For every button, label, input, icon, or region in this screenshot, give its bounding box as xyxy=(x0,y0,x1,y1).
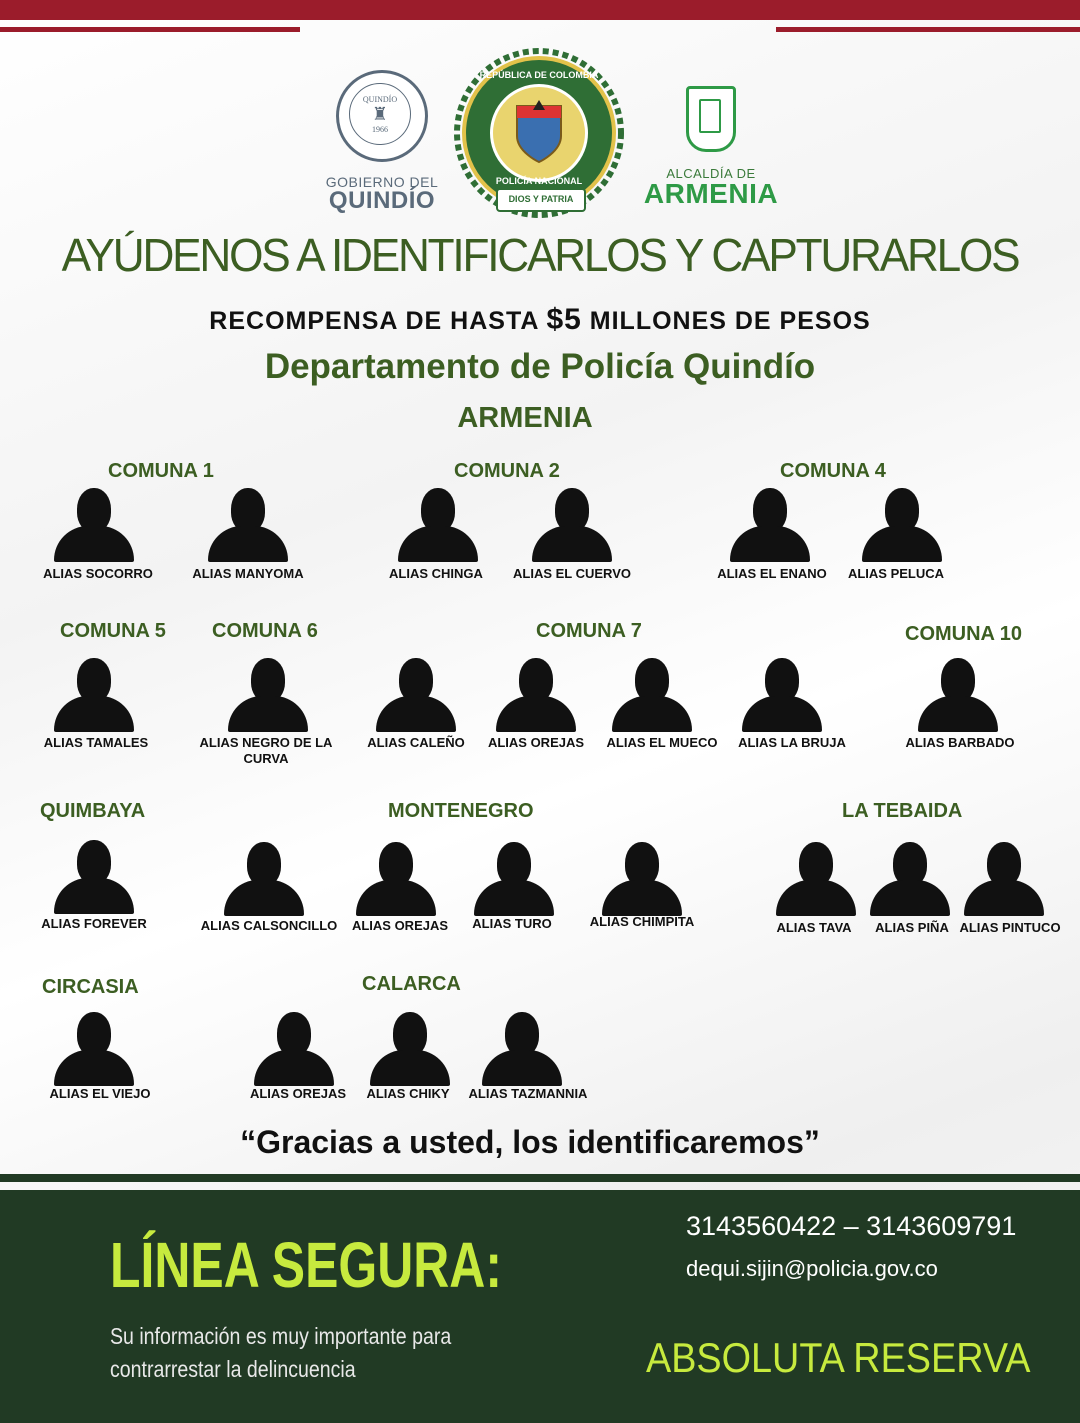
suspect-silhouette-icon xyxy=(474,842,554,916)
reward-suffix: MILLONES DE PESOS xyxy=(581,307,871,335)
alias-label: ALIAS CALEÑO xyxy=(367,735,465,750)
reward-prefix: RECOMPENSA DE HASTA xyxy=(209,307,547,335)
city-title: ARMENIA xyxy=(457,402,593,434)
info-text xyxy=(110,1320,451,1386)
alias-label: ALIAS CHIMPITA xyxy=(589,914,695,929)
headline: AYÚDENOS A IDENTIFICARLOS Y CAPTURARLOS xyxy=(61,229,1019,281)
suspect-silhouette-icon xyxy=(862,488,942,562)
alias-label: ALIAS SOCORRO xyxy=(43,566,153,581)
alias-label: ALIAS CHINGA xyxy=(389,566,483,581)
suspect-silhouette-icon xyxy=(730,488,810,562)
linea-segura-title: LÍNEA SEGURA: xyxy=(110,1229,502,1301)
alias-label: ALIAS MANYOMA xyxy=(192,566,304,581)
suspect-silhouette-icon xyxy=(870,842,950,916)
alias-label: ALIAS LA BRUJA xyxy=(738,735,846,750)
suspect-silhouette-icon xyxy=(356,842,436,916)
group-comuna-2: COMUNA 2 xyxy=(454,460,560,482)
suspect-silhouette-icon xyxy=(54,658,134,732)
alias-label: ALIAS OREJAS xyxy=(249,1086,347,1101)
info-line-1: Su información es muy importante para xyxy=(110,1323,452,1349)
group-comuna-5: COMUNA 5 xyxy=(60,620,166,642)
reward-amount: $5 xyxy=(546,303,582,336)
policia-nacional-logo xyxy=(454,48,624,218)
suspect-silhouette-icon xyxy=(376,658,456,732)
gobierno-quindio-logo xyxy=(322,70,442,220)
department-title: Departamento de Policía Quindío xyxy=(264,347,816,386)
alias-label: ALIAS EL MUECO xyxy=(606,735,718,750)
absoluta-reserva: ABSOLUTA RESERVA xyxy=(646,1334,1031,1381)
info-line-2: contrarrestar la delincuencia xyxy=(110,1356,356,1382)
top-right-line xyxy=(776,27,1080,32)
suspect-silhouette-icon xyxy=(54,488,134,562)
phone-numbers[interactable]: 3143560422 – 3143609791 xyxy=(686,1211,1017,1241)
group-la-tebaida: LA TEBAIDA xyxy=(842,800,963,822)
suspect-silhouette-icon xyxy=(54,1012,134,1086)
suspect-silhouette-icon xyxy=(918,658,998,732)
armenia-shield-icon xyxy=(686,86,736,152)
alias-label: ALIAS BARBADO xyxy=(905,735,1015,750)
alias-label: ALIAS FOREVER xyxy=(41,916,147,931)
coat-of-arms-icon xyxy=(490,84,588,182)
suspect-silhouette-icon xyxy=(254,1012,334,1086)
alcaldia-armenia-logo xyxy=(636,86,786,216)
suspect-silhouette-icon xyxy=(228,658,308,732)
suspect-silhouette-icon xyxy=(208,488,288,562)
suspect-silhouette-icon xyxy=(532,488,612,562)
alias-label: ALIAS TURO xyxy=(472,916,552,931)
group-comuna-7: COMUNA 7 xyxy=(536,620,642,642)
seal-year: 1966 xyxy=(372,124,388,134)
quindio-seal-icon: QUINDÍO ♜ 1966 xyxy=(336,70,428,162)
alias-label: ALIAS TAVA xyxy=(776,920,852,935)
suspect-silhouette-icon xyxy=(776,842,856,916)
alias-label: ALIAS EL ENANO xyxy=(717,566,827,581)
group-quimbaya: QUIMBAYA xyxy=(40,800,146,822)
suspect-silhouette-icon xyxy=(370,1012,450,1086)
alias-label: ALIAS OREJAS xyxy=(351,918,449,933)
group-comuna-1: COMUNA 1 xyxy=(108,460,214,482)
seal-text: QUINDÍO xyxy=(362,94,398,104)
armenia-logo-line1: ALCALDÍA DE xyxy=(666,166,756,181)
top-red-bar xyxy=(0,0,1080,20)
alias-label: ALIAS PIÑA xyxy=(875,920,949,935)
police-bottom-text: POLICÍA NACIONAL xyxy=(495,176,583,186)
group-calarca: CALARCA xyxy=(362,973,461,995)
group-montenegro: MONTENEGRO xyxy=(388,800,534,822)
suspect-silhouette-icon xyxy=(482,1012,562,1086)
alias-label: ALIAS PINTUCO xyxy=(959,920,1061,935)
group-comuna-4: COMUNA 4 xyxy=(780,460,886,482)
suspect-silhouette-icon xyxy=(224,842,304,916)
suspect-silhouette-icon xyxy=(964,842,1044,916)
top-left-line xyxy=(0,27,300,32)
alias-label: ALIAS CALSONCILLO xyxy=(200,918,338,933)
suspect-silhouette-icon xyxy=(54,840,134,914)
group-comuna-10: COMUNA 10 xyxy=(905,623,1023,645)
alias-label: ALIAS TAMALES xyxy=(43,735,149,750)
email-address[interactable]: dequi.sijin@policia.gov.co xyxy=(686,1256,938,1281)
suspect-silhouette-icon xyxy=(612,658,692,732)
suspect-silhouette-icon xyxy=(742,658,822,732)
police-motto: DIOS Y PATRIA xyxy=(496,188,586,212)
alias-label: ALIAS OREJAS xyxy=(487,735,585,750)
police-top-text: REPÚBLICA DE COLOMBIA xyxy=(479,70,599,80)
reward-text xyxy=(0,303,1080,337)
thanks-quote: “Gracias a usted, los identificaremos” xyxy=(240,1124,820,1160)
alias-label: ALIAS NEGRO DE LA CURVA xyxy=(199,735,333,766)
group-circasia: CIRCASIA xyxy=(42,976,139,998)
footer-top-line xyxy=(0,1174,1080,1182)
suspect-silhouette-icon xyxy=(398,488,478,562)
quindio-logo-line1: GOBIERNO DEL xyxy=(325,174,439,190)
alias-label: ALIAS TAZMANNIA xyxy=(468,1086,588,1101)
alias-label: ALIAS EL VIEJO xyxy=(49,1086,151,1101)
armenia-logo-line2: ARMENIA xyxy=(643,178,779,209)
suspect-silhouette-icon xyxy=(496,658,576,732)
alias-label: ALIAS PELUCA xyxy=(847,566,945,581)
suspect-silhouette-icon xyxy=(602,842,682,916)
group-comuna-6: COMUNA 6 xyxy=(212,620,318,642)
alias-label: ALIAS CHIKY xyxy=(366,1086,450,1101)
quindio-logo-line2: QUINDÍO xyxy=(328,187,436,214)
alias-label: ALIAS EL CUERVO xyxy=(513,566,631,581)
